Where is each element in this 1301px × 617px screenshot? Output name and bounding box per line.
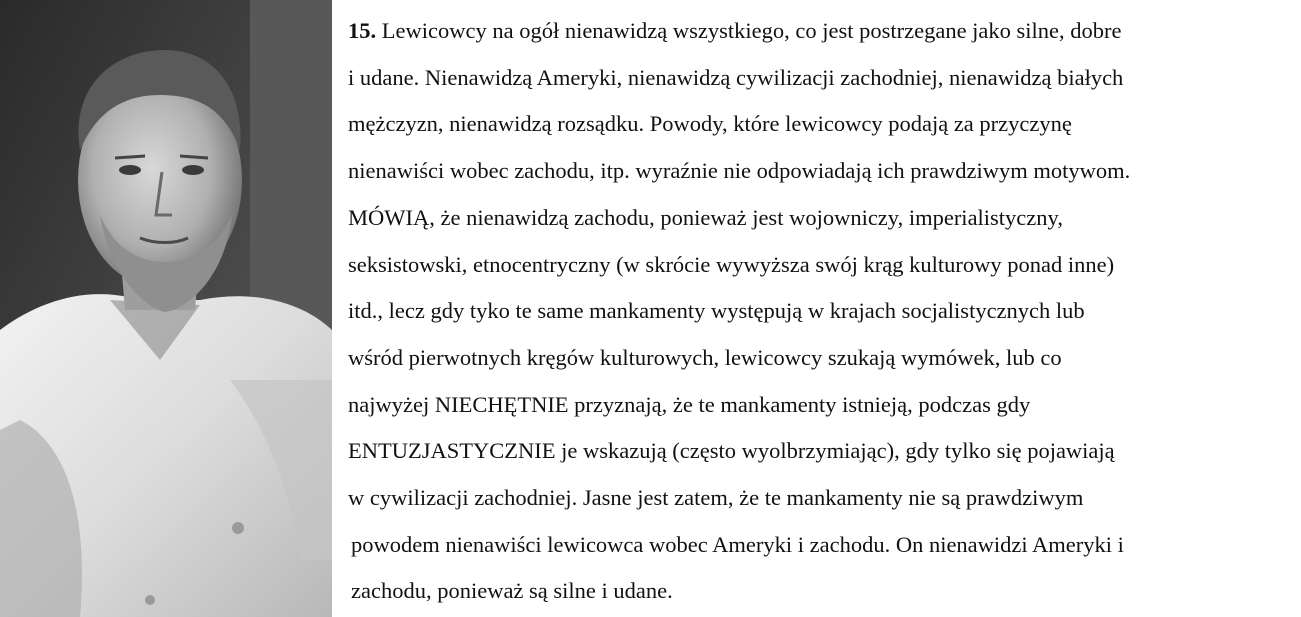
paragraph-line: i udane. Nienawidzą Ameryki, nienawidzą cywilizacji zachodniej, nienawidzą białych	[348, 64, 1124, 90]
paragraph-line: najwyżej NIECHĘTNIE przyznają, że te mankamenty istnieją, podczas gdy	[348, 391, 1031, 417]
paragraph-15	[348, 8, 1293, 615]
paragraph-line: zachodu, ponieważ są silne i udane.	[351, 578, 673, 604]
paragraph-line-text: Lewicowcy na ogół nienawidzą wszystkiego, co jest postrzegane jako silne, dobre	[376, 18, 1122, 43]
paragraph-line: powodem nienawiści lewicowca wobec Ameryki i zachodu. On nienawidzi Ameryki i	[351, 531, 1124, 557]
portrait-photo	[0, 0, 332, 617]
paragraph-line: wśród pierwotnych kręgów kulturowych, lewicowcy szukają wymówek, lub co	[348, 344, 1062, 370]
paragraph-line: nienawiści wobec zachodu, itp. wyraźnie nie odpowiadają ich prawdziwym motywom.	[348, 158, 1131, 184]
paragraph-line	[348, 8, 1293, 55]
paragraph-line: MÓWIĄ, że nienawidzą zachodu, ponieważ jest wojowniczy, imperialistyczny,	[348, 204, 1063, 230]
paragraph-line: itd., lecz gdy tyko te same mankamenty występują w krajach socjalistycznych lub	[348, 298, 1085, 324]
paragraph-line: seksistowski, etnocentryczny (w skrócie wywyższa swój krąg kulturowy ponad inne)	[348, 251, 1115, 277]
paragraph-line: w cywilizacji zachodniej. Jasne jest zatem, że te mankamenty nie są prawdziwym	[348, 485, 1084, 511]
paragraph-line: ENTUZJASTYCZNIE je wskazują (często wyolbrzymiając), gdy tylko się pojawiają	[348, 438, 1115, 464]
paragraph-number: 15.	[348, 18, 377, 43]
paragraph-line: mężczyzn, nienawidzą rozsądku. Powody, które lewicowcy podają za przyczynę	[348, 111, 1072, 137]
